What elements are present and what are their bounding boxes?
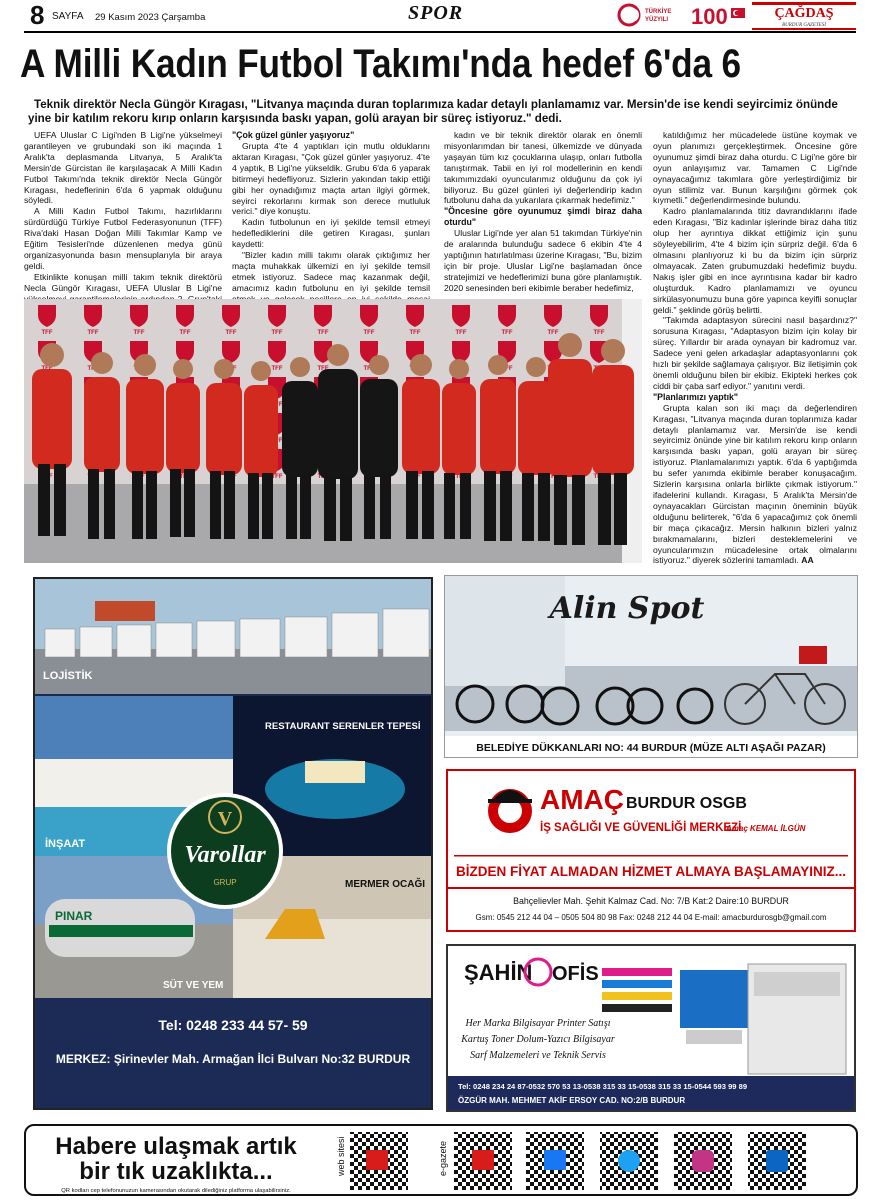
amac-osgb-ad xyxy=(446,769,856,932)
paragraph xyxy=(653,403,857,567)
qr-banner-content xyxy=(26,1126,856,1194)
page-number: 8 xyxy=(30,0,45,30)
qr-note: QR kodları cep telefonunuzun kamerasından okutarak dilediğiniz platforma ulaşabilirsiniz. xyxy=(61,1188,291,1194)
svg-text:TÜRKİYE: TÜRKİYE xyxy=(645,9,672,15)
facebook-icon xyxy=(544,1150,566,1170)
article-column-3 xyxy=(444,130,642,294)
header-rule xyxy=(24,31,856,33)
varollar-address: MERKEZ: Şirinevler Mah. Armağan İlci Bulvarı No:32 BURDUR xyxy=(55,1052,411,1066)
qr-line2: bir tık uzaklıkta... xyxy=(79,1158,273,1185)
subheading: "Çok güzel günler yaşıyoruz" xyxy=(232,130,355,140)
team-photo-illustration xyxy=(24,299,642,563)
qr-web-label: web sitesi xyxy=(336,1136,346,1176)
turkiye-yuzyili-logo xyxy=(617,2,749,28)
paragraph: "Takımda adaptasyon sürecini nasıl başardınız?" sorusuna Kıragası, "Adaptasyon bizim için kolay bir süreç. Yıllardır bir arada oynayan bir kadromuz var. Sadece yeni gelen arkadaşlar adaptasyonlarını çok hızlı bir şekilde sağlamaya çalışıyor. Biz iletişimin çok önemli olduğunu bilen bir ekibiz. Ekipteki herkes çok ciddi bir çaba sarf ediyor." yanıtını verdi. xyxy=(653,315,857,391)
paragraph: A Milli Kadın Futbol Takımı, hazırlıklarını sürdürdüğü Türkiye Futbol Federasyonunun (TFF) Riva'daki Hasan Doğan Milli Takımlar Kamp ve Eğitim Tesisleri'nde düzenlenen medya günü organizasyonunda basın mensuplarıyla bir araya geldi. xyxy=(24,206,222,271)
amac-slogan: BİZDEN FİYAT ALMADAN HİZMET ALMAYA BAŞLAMAYINIZ... xyxy=(455,864,847,879)
sahin-ofis-ad xyxy=(446,944,856,1112)
varollar-ad xyxy=(33,577,433,1110)
byline: AA xyxy=(801,555,814,566)
brand-name: ÇAĞDAŞ xyxy=(774,6,834,21)
paragraph: Kadro planlamalarında titiz davrandıklarını ifade eden Kıragası, "Biz kadınlar işlerinde biraz daha titiz olup her ayrıntıya dikkat ettiğimiz için şunu söyleyebilirim, 4'te 4 bizim için sürpriz değil. 6'da 6 olmasını planlıyoruz ki bu da bizim için sürpriz olmayacak. Zaten grubumuzdaki hedefimiz buydu. Nakış işler gibi en ince ayrıntısına kadar bir kadro oluşturduk. Kadro planlamamızı ve oyuncu sirkülasyonumuzu buna göre yapınca keyifli sonuçlar geldi." şeklinde görüş belirtti. xyxy=(653,206,857,315)
sahin-name-a: ŞAHİN xyxy=(464,960,533,985)
amac-subtitle: İŞ SAĞLIĞI VE GÜVENLİĞİ MERKEZİ xyxy=(540,822,742,834)
brand-sub: BURDUR GAZETESİ xyxy=(782,23,826,28)
article-column-1 xyxy=(24,130,222,315)
label-sut: SÜT VE YEM xyxy=(163,980,224,991)
team-photo xyxy=(24,299,642,563)
egazete-icon xyxy=(472,1150,494,1170)
sahin-line3: Sarf Malzemeleri ve Teknik Servis xyxy=(470,1050,606,1061)
pinar-truck-label: PINAR xyxy=(55,909,93,923)
sahin-line1: Her Marka Bilgisayar Printer Satışı xyxy=(465,1018,611,1029)
paragraph: "Bizler kadın milli takımı olarak çıktığımız her maçta muhakkak ülkemizi en iyi şekilde temsil etmek istiyoruz. Sadece maç kazanmak değil, amacımız kadın futbolunu en iyi şekilde temsil xyxy=(232,250,430,293)
logo-letter: V xyxy=(217,808,233,830)
label-mermer: MERMER OCAĞI xyxy=(345,879,425,890)
linkedin-icon xyxy=(766,1150,788,1172)
paragraph: UEFA Uluslar C Ligi'nden B Ligi'ne yükselmeyi garantileyen ve grubundaki son iki maçında 1 Aralık'ta deplasmanda Litvanya, 5 Aralık'ta Mersin'de Gürcistan ile karşılaşacak A Milli Kadın Futbol Takımı'nda teknik direktör Necla Güngör Kıragası, hedeflerinin 6'da 6 yapmak olduğunu söyledi. xyxy=(24,130,222,206)
label-lojistik: LOJİSTİK xyxy=(43,670,93,682)
section-title: SPOR xyxy=(408,2,464,24)
logo-sub: GRUP xyxy=(213,878,237,887)
alin-spot-name: Alin Spot xyxy=(549,591,705,626)
sahin-name-b: OFİS xyxy=(552,963,599,985)
sahin-ofis-content xyxy=(448,946,854,1110)
alin-spot-address: BELEDİYE DÜKKANLARI NO: 44 BURDUR (MÜZE ALTI AŞAĞI PAZAR) xyxy=(476,742,826,754)
web-icon xyxy=(366,1150,388,1170)
article-column-2 xyxy=(232,130,430,316)
alin-spot-ad xyxy=(444,575,858,758)
logo-name: Varollar xyxy=(184,842,266,868)
amac-address: Bahçelievler Mah. Şehit Kalmaz Cad. No: 7/B Kat:2 Daire:10 BURDUR xyxy=(513,896,789,906)
paragraph: Grupta 4'te 4 yaptıkları için mutlu olduklarını aktaran Kıragası, "Çok güzel günler yaşıyoruz. 4'te 4 yaptık, B Ligi'ne yükseldik. Grubu 6'da 6 yaparak bitirmeyi hedefliyoruz. Sizlerin yakından takip ettiği gibi her oynadığımız maçta artan ilgiyi görmek, seyirci rekorlarını kırmak son derece mutluluk verici." diye konuştu. xyxy=(232,141,430,217)
paragraph-text: Grupta kalan son iki maçı da değerlendiren Kıragası, "Litvanya maçında duran toplarımıza kadar detaylı planlamamız var. Mersin'de ise kendi seyircimiz önünde yine bir katılım rekoru kırıp onların karşısında baskı yapan, golü arayan bir süreç istiyoruz. Planlamalarımızı yaptık. 6'da 6 yaptığımda bu sefer yanımda ekibimle beraber konuşacağım. Sizlerin karşısına onlarla birlikte çıkmak istiyorum." ifadelerini kullandı. Kıragası, 5 Aralık'ta Mersin'de oynayacakları Gürcistan maçının öneminin büyük olduğunu belirterek, "6'da 6 yapacağımız çok önemli bir maça çıkacağız. Mersin halkının bizleri yalnız bırakmamalarını, bizleri desteklemelerini ve oyuncularımızın mücadelesine ortak olmalarını istiyoruz." diyerek sözlerini tamamladı. xyxy=(653,402,857,566)
amac-osgb-content xyxy=(448,771,854,930)
instagram-icon xyxy=(692,1150,714,1172)
paragraph: Uluslar Ligi'nde yer alan 51 takımdan Türkiye'nin de aralarında bulunduğu sadece 6 ekibin 4'te 4 yaptığının hatırlatılması üzerine Kıragası, "Bu, bizim için bir proje. Uluslar Ligi'ne başlamadan önce stratejimizi ve hedeflerimizi buna göre planlamıştık. 2020 senesinden beri ekibimle beraber hedefimiz, xyxy=(444,228,642,293)
qr-banner xyxy=(24,1124,858,1196)
alin-spot-image xyxy=(445,576,857,757)
paragraph: katıldığımız her mücadelede üstüne koymak ve oyun planımızı gerçekleştirmek. Öncesine göre oyunumuz şimdi biraz daha oturdu. C Ligi'ne göre bir oyun anlayışımız var. Tamamen C Ligi'nde oynayacağımız takımlara göre yerleştirdiğimiz bir oyun stilimiz var. Bunun karşılığını görmek çok kıymetli." değerlendirmesinde bulundu. xyxy=(653,130,857,206)
issue-date: 29 Kasım 2023 Çarşamba xyxy=(95,12,206,23)
label-insaat: İNŞAAT xyxy=(45,838,86,850)
subheading: "Öncesine göre oyunumuz şimdi biraz daha oturdu" xyxy=(444,206,642,228)
svg-text:100: 100 xyxy=(691,4,728,28)
paragraph: kadın ve bir teknik direktör olarak en önemli misyonlarımdan bir tanesi, ülkemizde ve dünyada yaşayan tüm kız çocuklarına ulaşıp, onları futbolla tanıştırmak. Tabii en iyi rol modellerinin en kendi takımımızdaki oyuncularımız olduğunu da çok iyi biliyoruz. Bu güzel günleri iyi değerlendirip kadın futbolunu daha da yukarılara çıkarmak hedefimiz." xyxy=(444,130,642,206)
amac-name: AMAÇ xyxy=(540,784,624,815)
deck: Teknik direktör Necla Güngör Kıragası, "Litvanya maçında duran toplarımıza kadar detaylı planlamamız var. Mersin'de ise kendi seyircimiz önünde yine bir katılım rekoru kırıp onların karşısında baskı yapan, golü arayan bir süreç istiyoruz." dedi. xyxy=(28,98,838,125)
svg-text:YÜZYILI: YÜZYILI xyxy=(645,17,669,23)
hardhat-icon xyxy=(488,789,532,833)
newspaper-brand xyxy=(752,2,856,30)
qr-egazete-label: e-gazete xyxy=(438,1140,448,1176)
page-word: SAYFA xyxy=(52,11,84,22)
varollar-phone: Tel: 0248 233 44 57- 59 xyxy=(158,1017,308,1033)
amac-contact: Gsm: 0545 212 44 04 – 0505 504 80 98 Fax: 0248 212 44 04 E-mail: amacburdurosgb@gmail.com xyxy=(475,913,827,922)
sahin-line2: Kartuş Toner Dolum-Yazıcı Bilgisayar xyxy=(461,1034,615,1045)
varollar-collage xyxy=(35,579,431,1108)
qr-codes xyxy=(350,1132,806,1190)
headline: A Milli Kadın Futbol Takımı'nda hedef 6'da 6 xyxy=(20,42,741,86)
sahin-phones: Tel: 0248 234 24 87-0532 570 53 13-0538 315 33 15-0538 315 33 15-0544 593 99 89 xyxy=(458,1082,748,1091)
amac-name-rest: BURDUR OSGB xyxy=(626,795,747,812)
label-restaurant: RESTAURANT SERENLER TEPESİ xyxy=(265,721,421,732)
paragraph: Kadın futbolunun en iyi şekilde temsil etmeyi hedeflediklerini dile getiren Kıragası, şunları kaydetti: xyxy=(232,217,430,250)
qr-line1: Habere ulaşmak artık xyxy=(55,1133,297,1160)
sahin-address: ÖZGÜR MAH. MEHMET AKİF ERSOY CAD. NO:2/B BURDUR xyxy=(458,1096,686,1105)
paragraph: Etkinlikte konuşan milli takım teknik direktörü Necla Güngör Kıragası, UEFA Uluslar B Ligi'ne xyxy=(24,271,222,293)
article-column-4 xyxy=(653,130,857,566)
amac-owner: Amaç KEMAL İLGÜN xyxy=(726,824,806,833)
twitter-icon xyxy=(618,1150,640,1172)
subheading: "Planlarımızı yaptık" xyxy=(653,391,739,402)
